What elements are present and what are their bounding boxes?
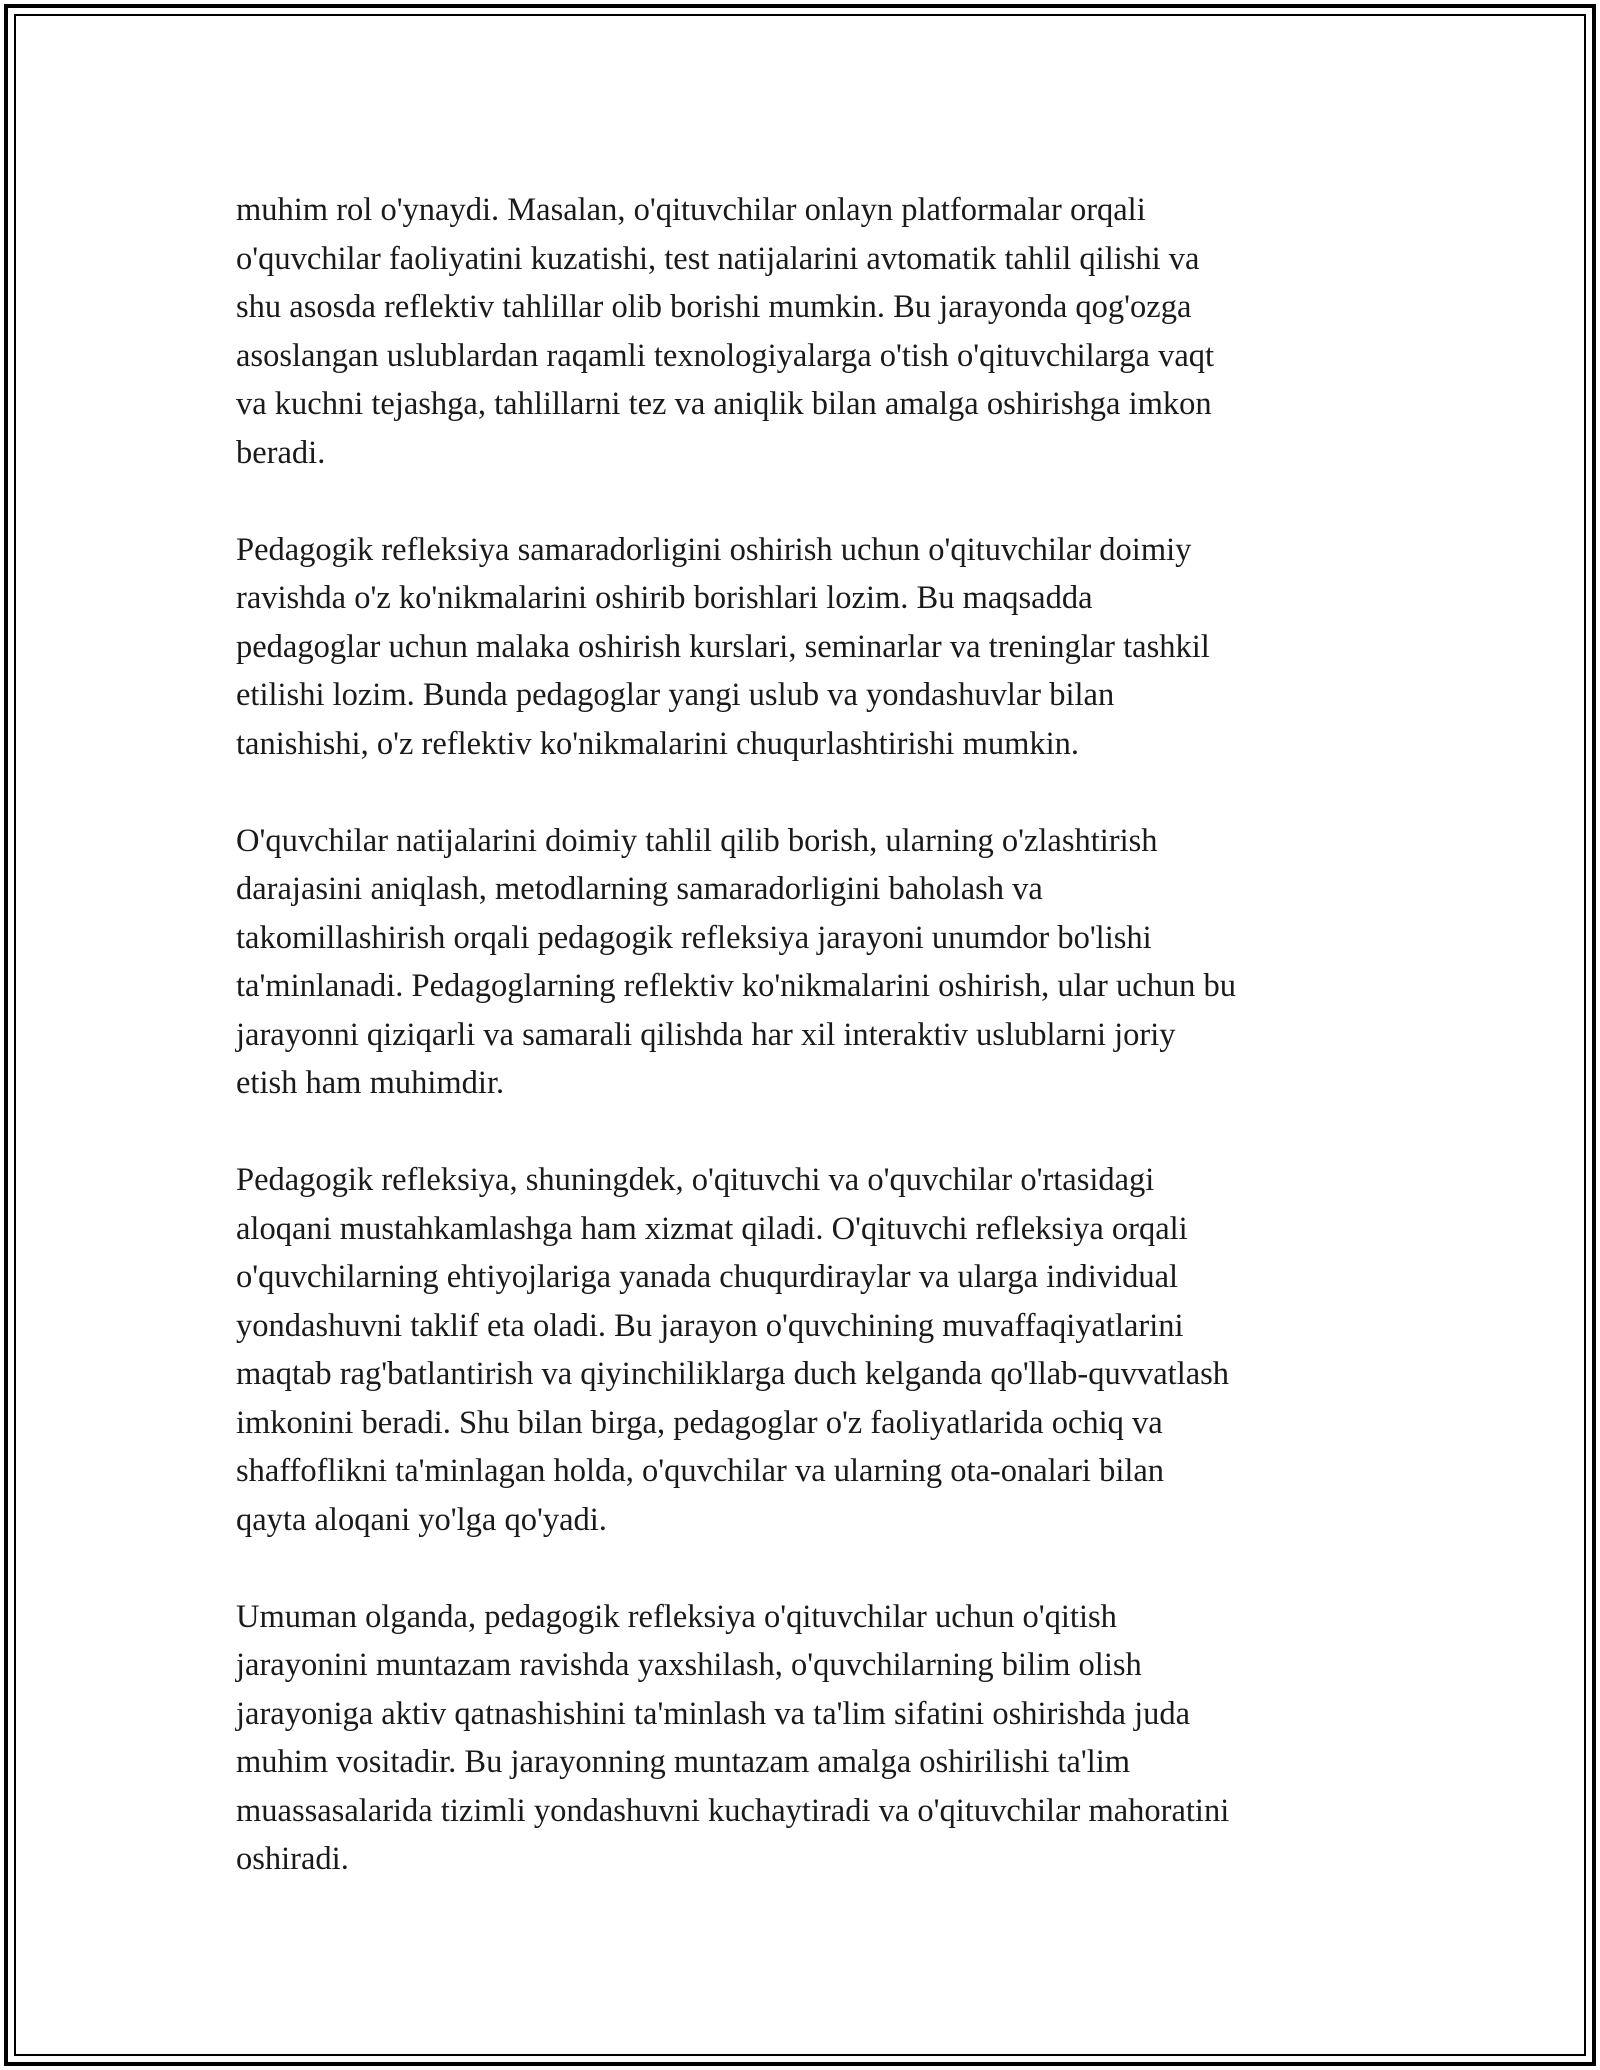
text-line: aloqani mustahkamlashga ham xizmat qiladi. O'qituvchi refleksiya orqali <box>236 1210 1188 1247</box>
text-line: o'quvchilar faoliyatini kuzatishi, test natijalarini avtomatik tahlil qilishi va <box>236 240 1200 277</box>
document-body <box>236 186 1366 1932</box>
paragraph-4 <box>236 1156 1366 1544</box>
text-line: jarayonni qiziqarli va samarali qilishda har xil interaktiv uslublarni joriy <box>236 1016 1176 1053</box>
text-line: muhim rol o'ynaydi. Masalan, o'qituvchilar onlayn platformalar orqali <box>236 192 1146 228</box>
text-line: shu asosda reflektiv tahlillar olib borishi mumkin. Bu jarayonda qog'ozga <box>236 289 1192 325</box>
text-line: ta'minlanadi. Pedagoglarning reflektiv ko'nikmalarini oshirish, ular uchun bu <box>236 968 1237 1004</box>
text-line: va kuchni tejashga, tahlillarni tez va aniqlik bilan amalga oshirishga imkon <box>236 386 1212 422</box>
text-line: tanishishi, o'z reflektiv ko'nikmalarini chuqurlashtirishi mumkin. <box>236 725 1080 762</box>
text-line: asoslangan uslublardan raqamli texnologiyalarga o'tish o'qituvchilarga vaqt <box>236 337 1215 374</box>
text-line: oshiradi. <box>236 1841 349 1877</box>
text-line: imkonini beradi. Shu bilan birga, pedagoglar o'z faoliyatlarida ochiq va <box>236 1404 1163 1441</box>
text-line: darajasini aniqlash, metodlarning samaradorligini baholash va <box>236 871 1043 907</box>
text-line: takomillashirish orqali pedagogik refleksiya jarayoni unumdor bo'lishi <box>236 919 1152 956</box>
text-line: ravishda o'z ko'nikmalarini oshirib borishlari lozim. Bu maqsadda <box>236 580 1093 616</box>
text-line: etish ham muhimdir. <box>236 1065 505 1101</box>
text-line: maqtab rag'batlantirish va qiyinchiliklarga duch kelganda qo'llab-quvvatlash <box>236 1356 1230 1392</box>
text-line: o'quvchilarning ehtiyojlariga yanada chuqurdiraylar va ularga individual <box>236 1259 1179 1295</box>
text-line: jarayonini muntazam ravishda yaxshilash, o'quvchilarning bilim olish <box>236 1647 1142 1683</box>
text-line: qayta aloqani yo'lga qo'yadi. <box>236 1501 607 1538</box>
text-line: pedagoglar uchun malaka oshirish kurslari, seminarlar va treninglar tashkil <box>236 628 1210 665</box>
text-line: Pedagogik refleksiya samaradorligini oshirish uchun o'qituvchilar doimiy <box>236 531 1192 568</box>
text-line: yondashuvni taklif eta oladi. Bu jarayon o'quvchining muvaffaqiyatlarini <box>236 1307 1184 1344</box>
paragraph-1 <box>236 186 1366 477</box>
text-line: etilishi lozim. Bunda pedagoglar yangi uslub va yondashuvlar bilan <box>236 677 1115 713</box>
text-line: Umuman olganda, pedagogik refleksiya o'qituvchilar uchun o'qitish <box>236 1598 1117 1635</box>
text-line: jarayoniga aktiv qatnashishini ta'minlash va ta'lim sifatini oshirishda juda <box>236 1695 1191 1732</box>
paragraph-5 <box>236 1593 1366 1884</box>
text-line: O'quvchilar natijalarini doimiy tahlil qilib borish, ularning o'zlashtirish <box>236 822 1158 859</box>
paragraph-2 <box>236 526 1366 769</box>
text-line: muassasalarida tizimli yondashuvni kuchaytiradi va o'qituvchilar mahoratini <box>236 1792 1230 1829</box>
text-line: beradi. <box>236 434 326 471</box>
paragraph-3 <box>236 817 1366 1108</box>
text-line: Pedagogik refleksiya, shuningdek, o'qituvchi va o'quvchilar o'rtasidagi <box>236 1162 1155 1198</box>
text-line: shaffoflikni ta'minlagan holda, o'quvchilar va ularning ota-onalari bilan <box>236 1453 1165 1489</box>
text-line: muhim vositadir. Bu jarayonning muntazam amalga oshirilishi ta'lim <box>236 1744 1131 1780</box>
